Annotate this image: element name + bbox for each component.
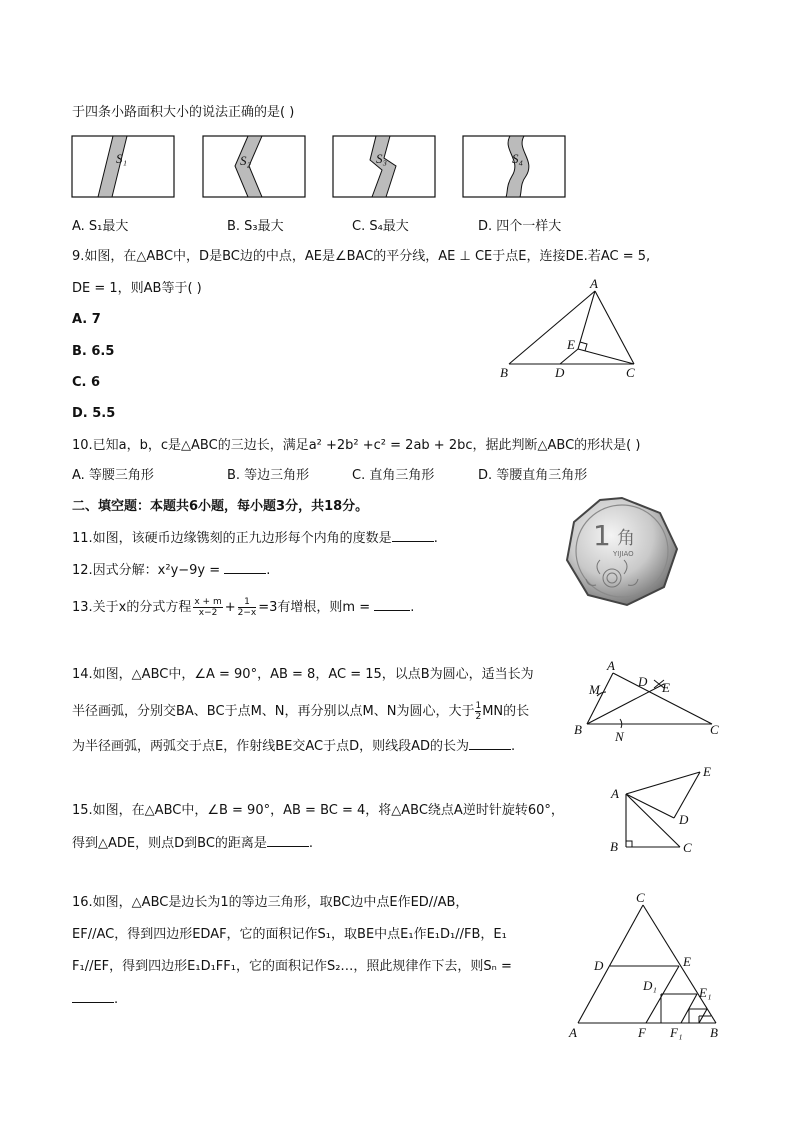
q11-text: 11.如图，该硬币边缘镌刻的正九边形每个内角的度数是 . (72, 531, 438, 546)
coin-char: 角 (617, 528, 635, 549)
label-s2: S₂ (240, 153, 252, 168)
q14-label-m: M (589, 682, 600, 697)
q14-label-a: A (607, 658, 615, 673)
section-2-title: 二、填空题：本题共6小题，每小题3分，共18分。 (72, 499, 369, 514)
q9-option-d: D. 5.5 (72, 406, 116, 421)
q16-label-f: F (638, 1025, 646, 1040)
q9-label-b: B (500, 365, 508, 380)
label-s3: S₃ (376, 151, 388, 166)
q9-label-c: C (626, 365, 635, 380)
q10-option-a: A. 等腰三角形 (72, 468, 154, 483)
q16-label-b: B (710, 1025, 718, 1040)
q10-stem: 10.已知a，b，c是△ABC的三边长，满足a² +2b² +c² = 2ab + 2bc，据此判断△ABC的形状是( ) (72, 438, 641, 453)
q14-line2: 半径画弧，分别交BA、BC于点M、N，再分别以点M、N为圆心，大于 $\frac{1}{2}$ MN的长 (72, 701, 530, 722)
q14-label-d: D (638, 674, 648, 689)
q9-option-c: C. 6 (72, 375, 101, 390)
q12-text: 12.因式分解：x²y−9y = . (72, 563, 271, 578)
q8-stem: 于四条小路面积大小的说法正确的是( ) (72, 105, 295, 120)
q14-label-n: N (615, 729, 624, 744)
q14-line3: 为半径画弧，两弧交于点E，作射线BE交AC于点D，则线段AD的长为 . (72, 739, 516, 754)
q14-label-b: B (574, 722, 582, 737)
q16-label-d: D (594, 958, 604, 973)
q16-label-e1: E₁ (699, 985, 712, 1000)
q16-label-e: E (683, 954, 691, 969)
q15-label-d: D (679, 812, 689, 827)
q16-line3: F₁//EF，得到四边形E₁D₁FF₁，它的面积记作S₂…，照此规律作下去，则Sₙ = (72, 959, 512, 974)
q9-option-b: B. 6.5 (72, 344, 115, 359)
q10-option-d: D. 等腰直角三角形 (478, 468, 588, 483)
q10-option-b: B. 等边三角形 (227, 468, 310, 483)
q16-label-c: C (636, 890, 645, 905)
q16-label-a: A (569, 1025, 577, 1040)
q8-option-a: A. S₁最大 (72, 219, 129, 234)
q14-label-e: E (662, 680, 670, 695)
q16-label-d1: D₁ (643, 978, 657, 993)
q15-label-b: B (610, 839, 618, 854)
coin-digit: 1 (593, 519, 611, 552)
q13-text: 13.关于x的分式方程 $\frac{x + m}{x-2}$ + $\frac{1}{2-x}$ =3有增根，则m = . (72, 597, 415, 618)
coin-pinyin: YIJIAO (613, 550, 634, 558)
label-s1: S₁ (116, 151, 128, 166)
q9-label-a: A (590, 276, 598, 291)
q15-line2: 得到△ADE，则点D到BC的距离是 . (72, 836, 314, 851)
q15-label-e: E (703, 764, 711, 779)
q14-line1: 14.如图，△ABC中，∠A = 90°，AB = 8，AC = 15，以点B为圆心，适当长为 (72, 667, 534, 682)
q16-label-f1: F₁ (670, 1025, 683, 1040)
q9-line1: 9.如图，在△ABC中，D是BC边的中点，AE是∠BAC的平分线，AE ⊥ CE于点E，连接DE.若AC = 5, (72, 249, 651, 264)
q9-line2: DE = 1，则AB等于( ) (72, 281, 202, 296)
q16-line1: 16.如图，△ABC是边长为1的等边三角形，取BC边中点E作ED//AB， (72, 895, 469, 910)
q8-option-c: C. S₄最大 (352, 219, 409, 234)
q8-option-d: D. 四个一样大 (478, 219, 562, 234)
q14-label-c: C (710, 722, 719, 737)
q15-label-a: A (611, 786, 619, 801)
q16-answer: . (72, 990, 118, 1009)
q10-option-c: C. 直角三角形 (352, 468, 435, 483)
q8-option-b: B. S₃最大 (227, 219, 284, 234)
q15-label-c: C (683, 840, 692, 855)
q9-label-e: E (567, 337, 575, 352)
label-s4: S₄ (512, 151, 524, 166)
q15-line1: 15.如图，在△ABC中，∠B = 90°，AB = BC = 4，将△ABC绕点A逆时针旋转60°， (72, 803, 564, 818)
q16-line2: EF//AC，得到四边形EDAF，它的面积记作S₁，取BE中点E₁作E₁D₁//FB，E₁ (72, 927, 507, 942)
q9-label-d: D (555, 365, 565, 380)
q9-option-a: A. 7 (72, 312, 101, 327)
